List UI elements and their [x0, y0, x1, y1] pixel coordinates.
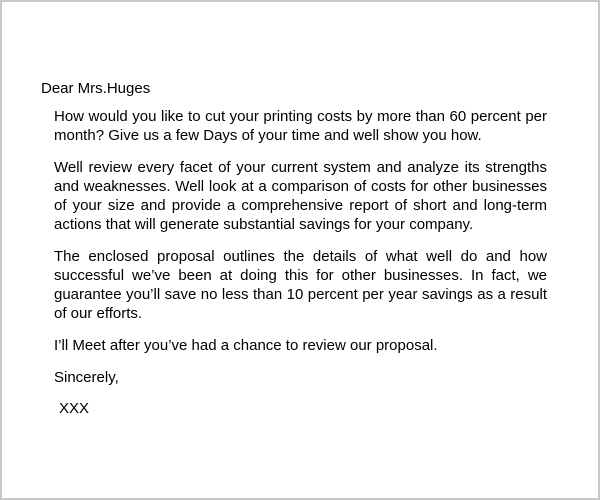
signature: XXX: [59, 400, 90, 417]
salutation: Dear Mrs.Huges: [41, 80, 151, 97]
paragraph-2: Well review every facet of your current system and analyze its strengths and weaknesses. Well look at a comparison of costs for other businesses of your size and provide a comprehensive report of short and long-term actions that will generate substantial savings for your company.: [54, 159, 547, 233]
closing: Sincerely,: [54, 369, 119, 386]
paragraph-3: The enclosed proposal outlines the details of what well do and how successful we’ve been at doing this for other businesses. In fact, we guarantee you’ll save no less than 10 percent per year savings as a result of our efforts.: [54, 248, 547, 322]
paragraph-1: How would you like to cut your printing costs by more than 60 percent per month? Give us a few Days of your time and well show you how.: [54, 108, 547, 144]
paragraph-4: I’ll Meet after you’ve had a chance to review our proposal.: [54, 337, 438, 354]
letter-body: [54, 107, 547, 418]
